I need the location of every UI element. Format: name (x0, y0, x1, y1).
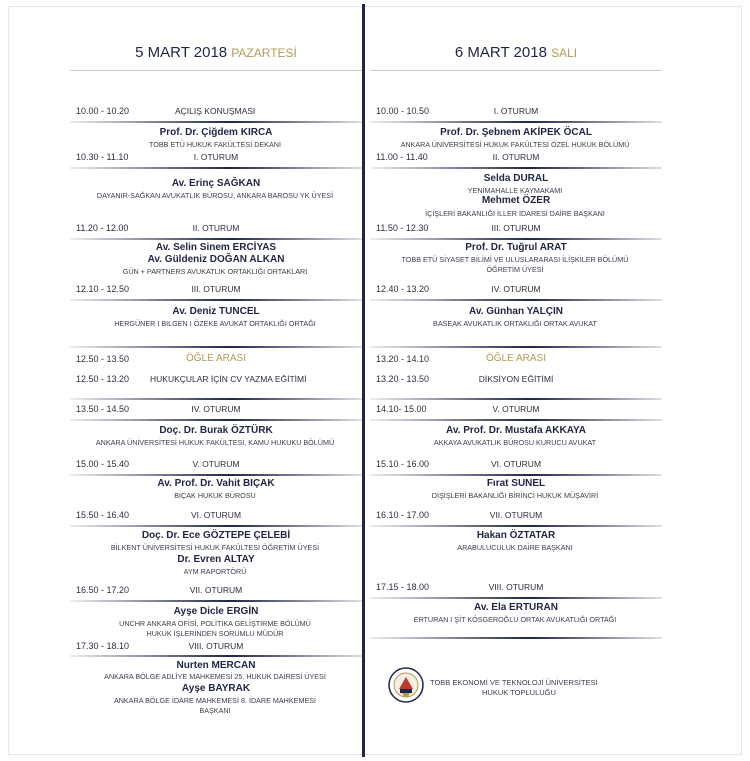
speaker-name: Av. Ela ERTURAN (474, 602, 558, 613)
speaker-affiliation: ANKARA BÖLGE ADLİYE MAHKEMESİ 25. HUKUK DAİRESİ ÜYESİ (104, 672, 326, 681)
session-time: 15.50 - 16.40 (76, 510, 130, 520)
divider-line (70, 238, 362, 240)
divider-line (370, 121, 662, 123)
session-title: VII. OTURUM (189, 585, 243, 595)
speaker-name-2: Mehmet ÖZER (481, 195, 551, 206)
session-title: VIII. OTURUM (188, 641, 244, 651)
session-time: 17.30 - 18.10 (76, 641, 130, 651)
speaker-affiliation: GÜN + PARTNERS AVUKATLIK ORTAKLIĞI ORTAKLARI (122, 267, 308, 276)
speaker-affiliation: AKKAYA AVUKATLIK BÜROSU KURUCU AVUKAT (433, 438, 597, 447)
lunch-break-title: ÖĞLE ARASI (185, 353, 247, 364)
session-title: I. OTURUM (193, 152, 239, 162)
speaker-name: Prof. Dr. Çiğdem KIRCA (159, 127, 273, 138)
session-title: HUKUKÇULAR İÇİN CV YAZMA EĞİTİMİ (150, 374, 307, 384)
divider-line (70, 299, 362, 301)
session-time: 15.00 - 15.40 (76, 459, 130, 469)
speaker-affiliation-2: İÇİŞLERİ BAKANLIĞI İLLER İDARESİ DAİRE BAŞKANI (425, 209, 605, 218)
speaker-name-2: Av. Güldeniz DOĞAN ALKAN (147, 254, 285, 265)
session-title: IV. OTURUM (491, 284, 541, 294)
divider-line (370, 398, 662, 400)
speaker-affiliation: BİLKENT ÜNİVERSİTESİ HUKUK FAKÜLTESİ ÖĞRETİM ÜYESİ (110, 543, 320, 552)
session-title: VII. OTURUM (489, 510, 543, 520)
divider-line (370, 299, 662, 301)
session-time: 12.40 - 13.20 (376, 284, 430, 294)
speaker-name: Ayşe Dicle ERGİN (173, 606, 259, 617)
session-title: II. OTURUM (492, 152, 540, 162)
session-title: I. OTURUM (493, 106, 539, 116)
speaker-affiliation: BIÇAK HUKUK BÜROSU (174, 491, 256, 500)
session-time: 15.10 - 16.00 (376, 459, 430, 469)
speaker-name: Av. Günhan YALÇIN (469, 306, 563, 317)
speaker-name: Av. Prof. Dr. Mustafa AKKAYA (445, 425, 587, 436)
speaker-name: Doç. Dr. Burak ÖZTÜRK (159, 425, 273, 436)
day-1-date: 5 MART 2018 (135, 44, 228, 61)
speaker-affiliation: TOBB ETÜ SİYASET BİLİMİ VE ULUSLARARASI İLİŞKİLER BÖLÜMÜ (401, 255, 629, 264)
divider-line (370, 474, 662, 476)
speaker-affiliation: ANKARA ÜNİVERSİTESİ HUKUK FAKÜLTESİ, KAMU HUKUKU BÖLÜMÜ (95, 438, 335, 447)
day-2-weekday: SALI (551, 46, 578, 60)
session-time: 10.00 - 10.50 (376, 106, 430, 116)
speaker-affiliation-2: HUKUK İŞLERİNDEN SORUMLU MÜDÜR (146, 629, 284, 638)
session-time: 13.20 - 14.10 (376, 354, 430, 364)
divider-line (370, 525, 662, 527)
session-time: 16.50 - 17.20 (76, 585, 130, 595)
session-time: 12.50 - 13.20 (76, 374, 130, 384)
speaker-name: Fırat SUNEL (486, 478, 546, 489)
session-time: 12.10 - 12.50 (76, 284, 130, 294)
speaker-name: Av. Selin Sinem ERCİYAS (155, 242, 277, 253)
speaker-affiliation: DAYANIR-SAĞKAN AVUKATLIK BÜROSU, ANKARA BAROSU YK ÜYESİ (96, 191, 334, 200)
divider-line (70, 419, 362, 421)
day-2-header-line (370, 70, 662, 71)
session-time: 10.00 - 10.20 (76, 106, 130, 116)
day-1-weekday: PAZARTESİ (231, 46, 297, 60)
divider-line (370, 597, 662, 599)
speaker-affiliation: ARABULUCULUK DAİRE BAŞKANI (457, 543, 573, 552)
session-title: AÇILIŞ KONUŞMASI (175, 106, 256, 116)
session-title: IV. OTURUM (191, 404, 241, 414)
speaker-name: Av. Deniz TUNCEL (172, 306, 260, 317)
organizer-line-1: TOBB EKONOMİ VE TEKNOLOJİ ÜNİVERSİTESİ (430, 678, 598, 687)
session-time: 13.50 - 14.50 (76, 404, 130, 414)
column-divider (362, 4, 365, 757)
speaker-name: Selda DURAL (483, 173, 549, 184)
speaker-affiliation: ANKARA ÜNİVERSİTESİ HUKUK FAKÜLTESİ ÖZEL HUKUK BÖLÜMÜ (400, 140, 630, 149)
day-1-header-line (70, 70, 362, 71)
divider-line (370, 346, 662, 348)
divider-line (70, 600, 362, 602)
speaker-affiliation-3: BAŞKANI (199, 706, 231, 715)
organizer-name (430, 678, 598, 698)
divider-line (70, 525, 362, 527)
speaker-affiliation: DIŞİŞLERİ BAKANLIĞI BİRİNCİ HUKUK MÜŞAVİRİ (431, 491, 599, 500)
speaker-name: Prof. Dr. Şebnem AKİPEK ÖCAL (440, 127, 592, 138)
speaker-affiliation: BASEAK AVUKATLIK ORTAKLIĞI ORTAK AVUKAT (433, 319, 597, 328)
divider-line (70, 398, 362, 400)
session-title: VI. OTURUM (190, 510, 242, 520)
session-title: II. OTURUM (192, 223, 240, 233)
session-title: V. OTURUM (492, 404, 540, 414)
university-seal-icon (388, 667, 424, 703)
divider-line (70, 474, 362, 476)
divider-line (370, 167, 662, 169)
divider-line (370, 238, 662, 240)
speaker-name: Prof. Dr. Tuğrul ARAT (465, 242, 567, 253)
speaker-affiliation: YENİMAHALLE KAYMAKAMI (467, 186, 563, 195)
speaker-name: Nurten MERCAN (176, 660, 256, 671)
speaker-name: Av. Prof. Dr. Vahit BIÇAK (157, 478, 275, 489)
session-title: III. OTURUM (491, 223, 541, 233)
day-2-column (370, 0, 662, 761)
day-1-header (70, 44, 362, 61)
day-2-header (370, 44, 662, 61)
speaker-name-2: Dr. Evren ALTAY (177, 554, 255, 565)
session-title: V. OTURUM (192, 459, 240, 469)
speaker-affiliation: UNCHR ANKARA OFİSİ, POLİTİKA GELİŞTİRME BÖLÜMÜ (119, 619, 311, 628)
session-time: 12.50 - 13.50 (76, 354, 130, 364)
day-1-column (70, 0, 362, 761)
session-time: 14.10- 15.00 (376, 404, 427, 414)
speaker-affiliation-2: ÖĞRETİM ÜYESİ (486, 265, 544, 274)
session-time: 11.20 - 12.00 (76, 223, 129, 233)
session-time: 13.20 - 13.50 (376, 374, 430, 384)
session-time: 16.10 - 17.00 (376, 510, 430, 520)
speaker-affiliation: ERTURAN I ŞİT KÖSGEROĞLU ORTAK AVUKATLIĞI ORTAĞI (413, 615, 617, 624)
session-time: 10.30 - 11.10 (76, 152, 129, 162)
session-title: VI. OTURUM (490, 459, 542, 469)
session-title: DİKSİYON EĞİTİMİ (478, 374, 554, 384)
speaker-name: Av. Erinç SAĞKAN (171, 178, 261, 189)
session-title: VIII. OTURUM (488, 582, 544, 592)
speaker-affiliation: HERGÜNER I BILGEN I ÖZEKE AVUKAT ORTAKLIĞI ORTAĞI (114, 319, 316, 328)
session-title: III. OTURUM (191, 284, 241, 294)
speaker-name-2: Ayşe BAYRAK (181, 683, 251, 694)
session-time: 11.50 - 12.30 (376, 223, 429, 233)
divider-line (370, 637, 662, 639)
lunch-break-title: ÖĞLE ARASI (485, 353, 547, 364)
organizer-line-2: HUKUK TOPLULUĞU (482, 688, 556, 697)
divider-line (70, 167, 362, 169)
divider-line (70, 121, 362, 123)
session-time: 11.00 - 11.40 (376, 152, 428, 162)
speaker-affiliation-2: AYM RAPORTÖRÜ (183, 567, 247, 576)
divider-line (370, 419, 662, 421)
speaker-affiliation-2: ANKARA BÖLGE İDARE MAHKEMESİ 8. İDARE MAHKEMESİ (113, 696, 317, 705)
session-time: 17.15 - 18.00 (376, 582, 430, 592)
divider-line (70, 346, 362, 348)
speaker-name: Doç. Dr. Ece GÖZTEPE ÇELEBİ (141, 530, 291, 541)
divider-line (70, 655, 362, 657)
speaker-affiliation: TOBB ETÜ HUKUK FAKÜLTESİ DEKANI (149, 140, 281, 149)
day-2-date: 6 MART 2018 (454, 44, 547, 61)
speaker-name: Hakan ÖZTATAR (476, 530, 556, 541)
